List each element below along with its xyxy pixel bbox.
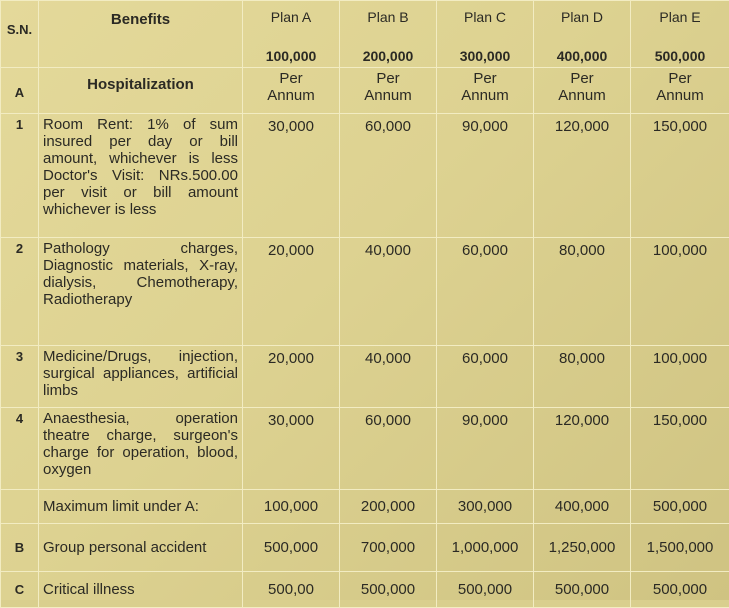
max-limit-value: 400,000 (534, 490, 631, 524)
max-limit-value: 500,000 (631, 490, 729, 524)
section-b-value: 1,000,000 (437, 524, 534, 572)
table-row (1, 114, 729, 238)
section-c-sn: C (1, 572, 39, 608)
table-row (1, 238, 729, 346)
row-value: 100,000 (631, 238, 729, 346)
per-annum-d: Per Annum (534, 68, 631, 114)
row-value: 90,000 (437, 408, 534, 490)
section-a-row (1, 68, 729, 114)
row-value: 30,000 (243, 114, 340, 238)
max-limit-sn (1, 490, 39, 524)
section-b-row (1, 524, 729, 572)
plan-a-header: Plan A 100,000 (243, 1, 340, 68)
row-value: 120,000 (534, 408, 631, 490)
row-value: 40,000 (340, 238, 437, 346)
section-b-value: 700,000 (340, 524, 437, 572)
section-b-value: 1,500,000 (631, 524, 729, 572)
row-value: 40,000 (340, 346, 437, 408)
table-row (1, 346, 729, 408)
row-benefit: Anaesthesia, operation theatre charge, surgeon's charge for operation, blood, oxygen (39, 408, 243, 490)
table-row (1, 408, 729, 490)
section-c-label: Critical illness (39, 572, 243, 608)
row-sn: 2 (1, 238, 39, 346)
row-sn: 3 (1, 346, 39, 408)
section-b-value: 500,000 (243, 524, 340, 572)
plan-b-header: Plan B 200,000 (340, 1, 437, 68)
row-value: 20,000 (243, 238, 340, 346)
benefits-header: Benefits (39, 1, 243, 68)
max-limit-value: 200,000 (340, 490, 437, 524)
row-value: 20,000 (243, 346, 340, 408)
sn-header: S.N. (1, 1, 39, 68)
section-b-sn: B (1, 524, 39, 572)
row-value: 60,000 (340, 408, 437, 490)
section-a-sn: A (1, 68, 39, 114)
row-value: 150,000 (631, 408, 729, 490)
per-annum-a: Per Annum (243, 68, 340, 114)
row-sn: 1 (1, 114, 39, 238)
section-c-row (1, 572, 729, 608)
max-limit-value: 100,000 (243, 490, 340, 524)
row-value: 60,000 (340, 114, 437, 238)
header-row (1, 1, 729, 68)
row-value: 100,000 (631, 346, 729, 408)
section-c-value: 500,000 (437, 572, 534, 608)
section-a-title: Hospitalization (39, 68, 243, 114)
row-value: 60,000 (437, 346, 534, 408)
max-limit-row (1, 490, 729, 524)
section-c-value: 500,00 (243, 572, 340, 608)
row-benefit: Medicine/Drugs, injection, surgical appliances, artificial limbs (39, 346, 243, 408)
row-value: 80,000 (534, 346, 631, 408)
section-c-value: 500,000 (340, 572, 437, 608)
plan-c-header: Plan C 300,000 (437, 1, 534, 68)
section-c-value: 500,000 (631, 572, 729, 608)
per-annum-c: Per Annum (437, 68, 534, 114)
section-c-value: 500,000 (534, 572, 631, 608)
row-benefit: Room Rent: 1% of sum insured per day or bill amount, whichever is less Doctor's Visit: NRs.500.00 per visit or bill amount whichever is less (39, 114, 243, 238)
max-limit-value: 300,000 (437, 490, 534, 524)
row-sn: 4 (1, 408, 39, 490)
row-value: 90,000 (437, 114, 534, 238)
plan-e-header: Plan E 500,000 (631, 1, 729, 68)
row-value: 120,000 (534, 114, 631, 238)
max-limit-label: Maximum limit under A: (39, 490, 243, 524)
row-benefit: Pathology charges, Diagnostic materials, X-ray, dialysis, Chemotherapy, Radiotherapy (39, 238, 243, 346)
row-value: 80,000 (534, 238, 631, 346)
row-value: 60,000 (437, 238, 534, 346)
section-b-value: 1,250,000 (534, 524, 631, 572)
row-value: 150,000 (631, 114, 729, 238)
section-b-label: Group personal accident (39, 524, 243, 572)
plan-d-header: Plan D 400,000 (534, 1, 631, 68)
per-annum-b: Per Annum (340, 68, 437, 114)
row-value: 30,000 (243, 408, 340, 490)
per-annum-e: Per Annum (631, 68, 729, 114)
